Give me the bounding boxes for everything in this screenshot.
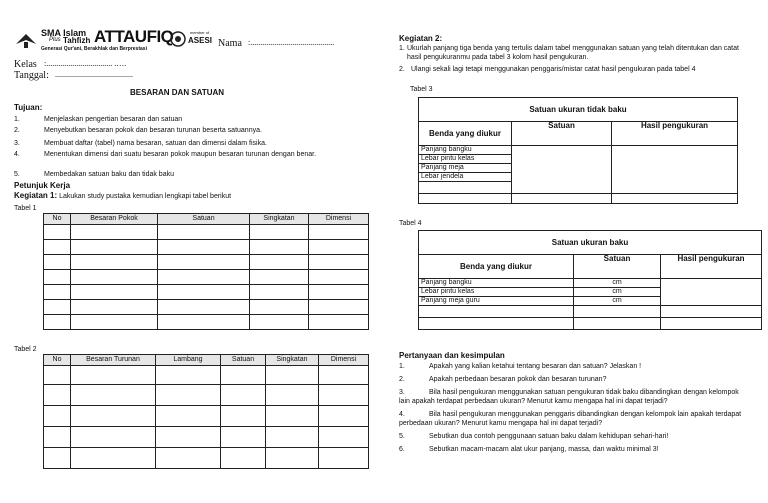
table1-caption: Tabel 1 <box>14 205 37 212</box>
date-field-dots[interactable]: ....................................... <box>55 70 133 79</box>
table-row[interactable] <box>419 194 738 204</box>
question-item: 3. Bila hasil pengukuran menggunakan satuan pengukuran tidak baku dibandingkan dengan kelompok lain apakah terdapat perbedaan ukuran? Menurut kamu mengapa hal ini dapat terjadi? <box>399 389 739 405</box>
table-row[interactable]: Panjang bangku cm <box>419 279 762 288</box>
class-field-dots[interactable]: :................................. .…. <box>44 59 127 68</box>
school-logo-block <box>14 28 214 58</box>
table-row[interactable]: Lebar jendela <box>419 173 738 182</box>
table1-header-dimensi: Dimensi <box>309 214 369 225</box>
table-row[interactable] <box>44 270 369 285</box>
objectives-list <box>14 115 354 179</box>
question-item: 2. Apakah perbedaan besaran pokok dan besaran turunan? <box>399 376 607 383</box>
table-row[interactable] <box>419 306 762 318</box>
question-item: 4. Bila hasil pengukuran menggunakan penggaris dibandingkan dengan kelompok lain apakah terdapat perbedaan ukuran? Menurut kamu mengapa hal ini dapat terjadi? <box>399 411 742 427</box>
table-row[interactable] <box>419 318 762 330</box>
table-row[interactable] <box>44 315 369 330</box>
table2-header-no: No <box>44 355 71 366</box>
activity2-item: 2. Ulangi sekali lagi tetapi menggunakan penggaris/mistar catat hasil pengukuran pada tabel 4 <box>399 66 696 73</box>
table-row[interactable] <box>44 427 369 448</box>
table4-title: Satuan ukuran baku <box>419 231 762 255</box>
table-row[interactable] <box>44 385 369 406</box>
table4-col-result: Hasil pengukuran <box>661 255 762 279</box>
objective-item: 1. Menjelaskan pengertian besaran dan satuan <box>14 116 183 123</box>
question-item: 5. Sebutkan dua contoh penggunaan satuan baku dalam kehidupan sehari-hari! <box>399 433 669 440</box>
table4 <box>418 230 762 330</box>
table-row[interactable] <box>44 448 369 469</box>
table3 <box>418 97 738 204</box>
school-tagline: Generasi Qur'ani, Berakhlak dan Berprestasi <box>41 46 147 52</box>
objective-item: 4. Menentukan dimensi dari suatu besaran pokok maupun besaran turunan dengan benar. <box>14 151 317 158</box>
page-title: BESARAN DAN SATUAN <box>130 88 225 97</box>
school-plus: Plus <box>49 37 61 43</box>
table1-header-singkatan: Singkatan <box>250 214 309 225</box>
table-row[interactable] <box>44 255 369 270</box>
activity2-heading: Kegiatan 2: <box>399 34 443 43</box>
activity1-line: Kegiatan 1: Lakukan study pustaka kemudian lengkapi tabel berikut <box>14 191 232 200</box>
member-of-label: member of <box>190 30 210 35</box>
table2 <box>43 354 369 469</box>
name-field-label: Nama <box>218 38 242 49</box>
table1-header-satuan: Satuan <box>158 214 250 225</box>
table-row[interactable]: Panjang meja <box>419 164 738 173</box>
table-row[interactable] <box>44 240 369 255</box>
table-row[interactable] <box>44 366 369 385</box>
table-row[interactable]: Lebar pintu kelas cm <box>419 288 762 297</box>
objective-item: 3. Membuat daftar (tabel) nama besaran, satuan dan dimensi dalam fisika. <box>14 140 267 147</box>
table-row[interactable]: Panjang meja guru cm <box>419 297 762 306</box>
table2-header-besaran: Besaran Turunan <box>71 355 156 366</box>
activity2-item: 1. Ukurlah panjang tiga benda yang tertulis dalam tabel menggunakan satuan yang telah ditentukan dan catat hasil pengukuranmu pada tabel 3 kolom hasil pengukuran. <box>399 45 739 61</box>
table3-caption: Tabel 3 <box>410 86 433 93</box>
pen-logo-icon <box>14 30 38 50</box>
table-row[interactable]: Panjang bangku <box>419 146 738 155</box>
table2-header-singkatan: Singkatan <box>266 355 319 366</box>
work-instructions-heading: Petunjuk Kerja <box>14 181 71 190</box>
table1-header-besaran: Besaran Pokok <box>71 214 158 225</box>
table-row[interactable]: Lebar pintu kelas <box>419 155 738 164</box>
table2-caption: Tabel 2 <box>14 346 37 353</box>
school-tahfizh: Tahfizh <box>63 36 91 45</box>
date-field-label: Tanggal: <box>14 70 49 81</box>
table2-header-lambang: Lambang <box>156 355 221 366</box>
objectives-heading: Tujuan: <box>14 103 43 112</box>
table4-col-unit: Satuan <box>574 255 661 279</box>
school-name: ATTAUFIQ <box>94 27 174 46</box>
table1 <box>43 213 369 330</box>
name-field-dots[interactable]: :.......................................... <box>248 38 335 47</box>
table1-header-no: No <box>44 214 71 225</box>
question-item: 1. Apakah yang kalian ketahui tentang besaran dan satuan? Jelaskan ! <box>399 363 642 370</box>
table3-title: Satuan ukuran tidak baku <box>419 98 738 122</box>
objective-item: 2. Menyebutkan besaran pokok dan besaran turunan beserta satuannya. <box>14 127 262 134</box>
asesi-label: ASESI <box>188 36 213 45</box>
table-row[interactable] <box>44 225 369 240</box>
table4-caption: Tabel 4 <box>399 220 422 227</box>
asesi-emblem-icon <box>170 31 186 47</box>
class-field-label: Kelas <box>14 59 37 70</box>
table3-col-item: Benda yang diukur <box>419 122 512 146</box>
table-row[interactable] <box>44 285 369 300</box>
activity2-list <box>399 44 744 74</box>
objective-item: 5. Membedakan satuan baku dan tidak baku <box>14 171 174 178</box>
table3-col-unit: Satuan <box>512 122 612 146</box>
table-row[interactable] <box>44 300 369 315</box>
questions-list <box>399 362 744 454</box>
questions-heading: Pertanyaan dan kesimpulan <box>399 351 505 360</box>
table-row[interactable] <box>44 406 369 427</box>
school-line1: SMA Islam <box>41 28 87 38</box>
table2-header-satuan: Satuan <box>221 355 266 366</box>
table4-col-item: Benda yang diukur <box>419 255 574 279</box>
table3-col-result: Hasil pengukuran <box>612 122 738 146</box>
table2-header-dimensi: Dimensi <box>319 355 369 366</box>
question-item: 6. Sebutkan macam-macam alat ukur panjang, massa, dan waktu minimal 3! <box>399 446 659 453</box>
